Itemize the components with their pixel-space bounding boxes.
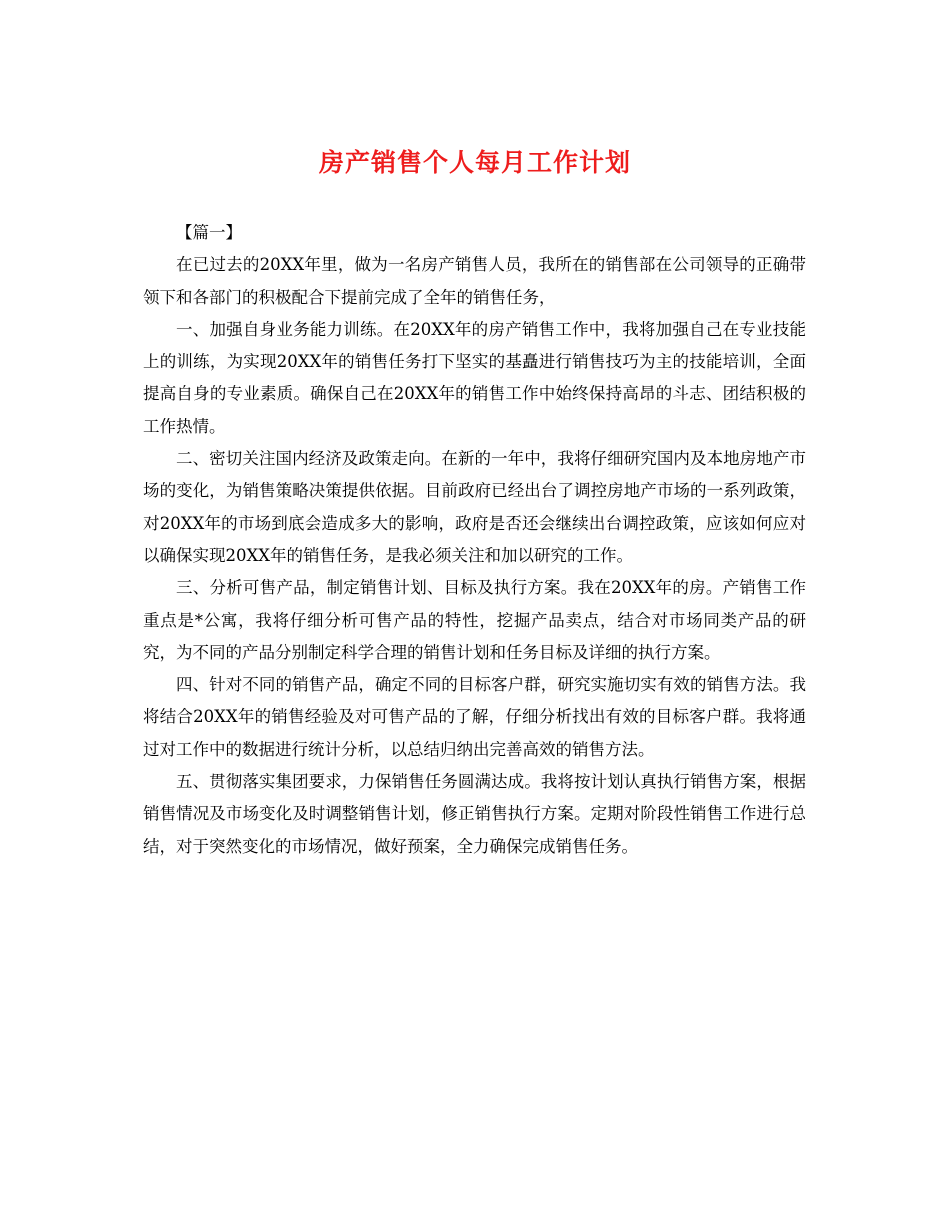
paragraph-item-3: 三、分析可售产品，制定销售计划、目标及执行方案。我在20XX年的房。产销售工作重点是*公寓，我将仔细分析可售产品的特性，挖掘产品卖点，结合对市场同类产品的研究，为不同的产品分别制定科学合理的销售计划和任务目标及详细的执行方案。 — [143, 578, 806, 662]
paragraph-item-1: 一、加强自身业务能力训练。在20XX年的房产销售工作中，我将加强自己在专业技能上的训练，为实现20XX年的销售任务打下坚实的基矗进行销售技巧为主的技能培训，全面提高自身的专业素质。确保自己在20XX年的销售工作中始终保持高昂的斗志、团结积极的工作热情。 — [143, 319, 806, 436]
paragraph-item-2: 二、密切关注国内经济及政策走向。在新的一年中，我将仔细研究国内及本地房地产市场的变化，为销售策略决策提供依据。目前政府已经出台了调控房地产市场的一系列政策，对20XX年的市场到底会造成多大的影响，政府是否还会继续出台调控政策，应该如何应对以确保实现20XX年的销售任务，是我必须关注和加以研究的工作。 — [143, 449, 806, 565]
paragraph-item-4: 四、针对不同的销售产品，确定不同的目标客户群，研究实施切实有效的销售方法。我将结合20XX年的销售经验及对可售产品的了解，仔细分析找出有效的目标客户群。我将通过对工作中的数据进行统计分析，以总结归纳出完善高效的销售方法。 — [143, 675, 806, 759]
section-label: 【篇一】 — [176, 223, 242, 242]
paragraph-item-5: 五、贯彻落实集团要求，力保销售任务圆满达成。我将按计划认真执行销售方案，根据销售情况及市场变化及时调整销售计划，修正销售执行方案。定期对阶段性销售工作进行总结，对于突然变化的市场情况，做好预案，全力确保完成销售任务。 — [143, 772, 806, 856]
document-title: 房产销售个人每月工作计划 — [318, 148, 631, 177]
document-body — [143, 217, 806, 863]
paragraph-intro: 在已过去的20XX年里，做为一名房产销售人员，我所在的销售部在公司领导的正确带领下和各部门的积极配合下提前完成了全年的销售任务， — [143, 255, 806, 307]
